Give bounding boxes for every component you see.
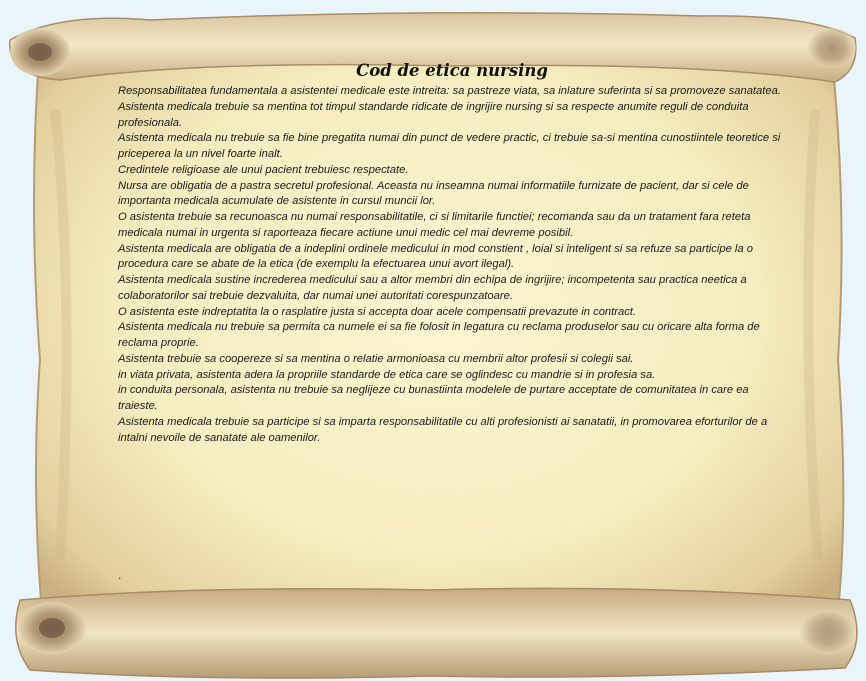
- paragraph: Asistenta medicala nu trebuie sa permita ca numele ei sa fie folosit in legatura cu reclama produselor sau cu oricare alta forma de reclama proprie.: [118, 321, 760, 349]
- paragraph: O asistenta trebuie sa recunoasca nu numai responsabilitatile, ci si limitarile functiei; recomanda sau da un tratament fara reteta medicala numai in urgenta si raporteaza fiecare actiune unui medic cel mai devreme posibil.: [118, 211, 751, 239]
- paragraph: Responsabilitatea fundamentala a asistentei medicale este intreita: sa pastreze viata, sa inlature suferinta si sa promoveze sanatatea.: [118, 85, 781, 97]
- paragraph: Asistenta medicala are obligatia de a indeplini ordinele medicului in mod constient , loial si inteligent si sa refuze sa participe la o procedura care se abate de la etica (de exemplu la efectuarea unui avort ilegal).: [118, 242, 753, 271]
- paragraph: O asistenta este indreptatita la o rasplatire justa si accepta doar acele compensatii prevazute in contract.: [118, 305, 637, 318]
- paragraph: Asistenta medicala nu trebuie sa fie bine pregatita numai din punct de vedere practic, ci trebuie sa-si mentina cunostiintele teoretice si priceperea la un nivel foarte inalt.: [118, 132, 781, 160]
- paragraph: in conduita personala, asistenta nu trebuie sa neglijeze cu bunastiinta modelele de purtare acceptate de comunitatea in care ea traieste.: [118, 384, 749, 412]
- paragraph: Nursa are obligatia de a pastra secretul profesional. Aceasta nu inseamna numai informatiile furnizate de pacient, dar si cele de importanta medicala acumulate de asistente in cursul muncii lor.: [118, 179, 749, 208]
- document-body: [118, 60, 786, 580]
- trailing-mark: .: [118, 568, 122, 582]
- paragraph-list: [118, 84, 786, 446]
- paragraph: Asistenta medicala sustine increderea medicului sau a altor membri din echipa de ingrijire; incompetenta sau practica neetica a colaboratorilor sai trebuie dezvaluita, dar numai unei autoritati corespunzatoare.: [118, 274, 747, 302]
- document-title: Cod de etica nursing: [356, 61, 548, 80]
- paragraph: Asistenta medicala trebuie sa mentina tot timpul standarde ridicate de ingrijire nursing si sa respecte anumite reguli de conduita profesionala.: [118, 100, 749, 129]
- paragraph: Asistenta medicala trebuie sa participe si sa imparta responsabilitatile cu alti profesionisti ai sanatatii, in promovarea eforturilor de a intalni nevoile de sanatate ale oamenilor.: [118, 415, 768, 444]
- paragraph: in viata privata, asistenta adera la propriile standarde de etica care se oglindesc cu mandrie si in profesia sa.: [118, 368, 656, 381]
- paragraph: Credintele religioase ale unui pacient trebuiesc respectate.: [118, 163, 409, 176]
- paragraph: Asistenta trebuie sa coopereze si sa mentina o relatie armonioasa cu membrii altor profesii si colegii sai.: [118, 352, 634, 365]
